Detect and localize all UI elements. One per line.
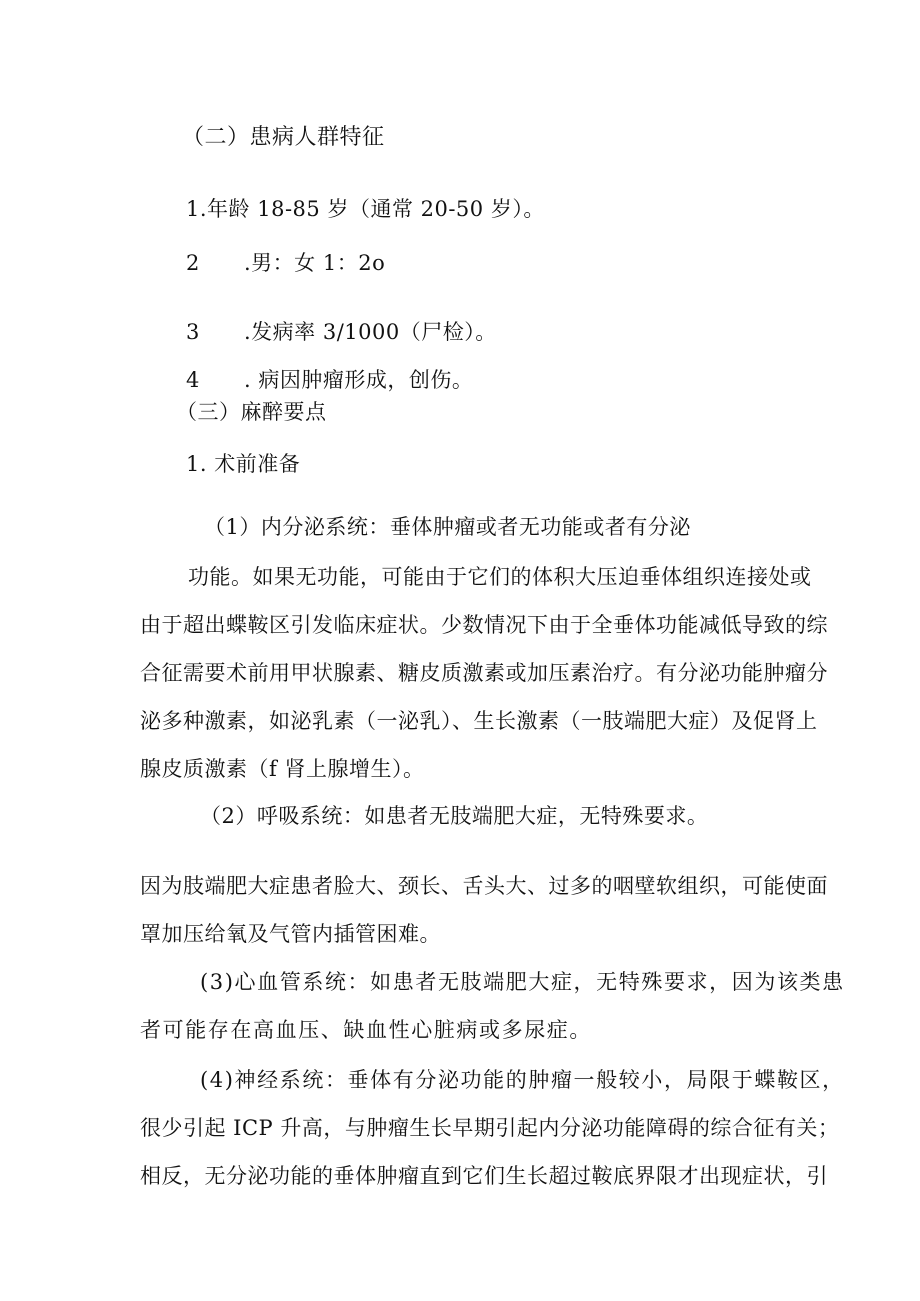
paragraph-line: 者可能存在高血压、缺血性心脏病或多尿症。 <box>140 1018 592 1042</box>
list-item-number: 1 <box>186 197 200 221</box>
paragraph-line: 相反，无分泌功能的垂体肿瘤直到它们生长超过鞍底界限才出现症状，引 <box>140 1164 828 1188</box>
paragraph-line: (3)心血管系统：如患者无肢端肥大症，无特殊要求，因为该类患 <box>200 970 845 994</box>
paragraph-line: （2）呼吸系统：如患者无肢端肥大症，无特殊要求。 <box>200 804 709 828</box>
paragraph-line: 很少引起 ICP 升高，与肿瘤生长早期引起内分泌功能障碍的综合征有关； <box>140 1116 840 1140</box>
list-item-number: 4 <box>186 368 200 392</box>
list-item-number: 2 <box>186 251 200 275</box>
list-item <box>186 249 385 277</box>
sub-heading-preop: 1. 术前准备 <box>186 452 301 476</box>
paragraph-line: 由于超出蝶鞍区引发临床症状。少数情况下由于全垂体功能减低导致的综 <box>140 613 828 637</box>
paragraph-line: 功能。如果无功能，可能由于它们的体积大压迫垂体组织连接处或 <box>188 565 812 589</box>
paragraph-line: (4)神经系统：垂体有分泌功能的肿瘤一般较小，局限于蝶鞍区， <box>200 1068 845 1092</box>
list-item-text: .男：女 1：2o <box>244 251 386 275</box>
list-item-number: 3 <box>186 320 200 344</box>
list-item <box>186 318 497 346</box>
list-item <box>186 195 545 223</box>
paragraph-line: 罩加压给氧及气管内插管困难。 <box>140 922 441 946</box>
list-item <box>186 366 473 394</box>
paragraph-line: 合征需要术前用甲状腺素、糖皮质激素或加压素治疗。有分泌功能肿瘤分 <box>140 661 828 685</box>
paragraph-line: （1）内分泌系统：垂体肿瘤或者无功能或者有分泌 <box>204 515 691 539</box>
list-item-text: .年龄 18-85 岁（通常 20-50 岁）。 <box>199 197 545 221</box>
section-heading-anesthesia: （三）麻醉要点 <box>176 400 327 424</box>
paragraph-line: 泌多种激素，如泌乳素（一泌乳）、生长激素（一肢端肥大症）及促肾上 <box>140 709 818 733</box>
list-item-text: . 病因肿瘤形成，创伤。 <box>244 368 474 392</box>
section-heading-population: （二）患病人群特征 <box>182 125 385 150</box>
paragraph-line: 因为肢端肥大症患者脸大、颈长、舌头大、过多的咽壁软组织，可能使面 <box>140 874 828 898</box>
paragraph-line: 腺皮质激素（f 肾上腺增生）。 <box>140 757 425 781</box>
list-item-text: .发病率 3/1000（尸检）。 <box>244 320 497 344</box>
